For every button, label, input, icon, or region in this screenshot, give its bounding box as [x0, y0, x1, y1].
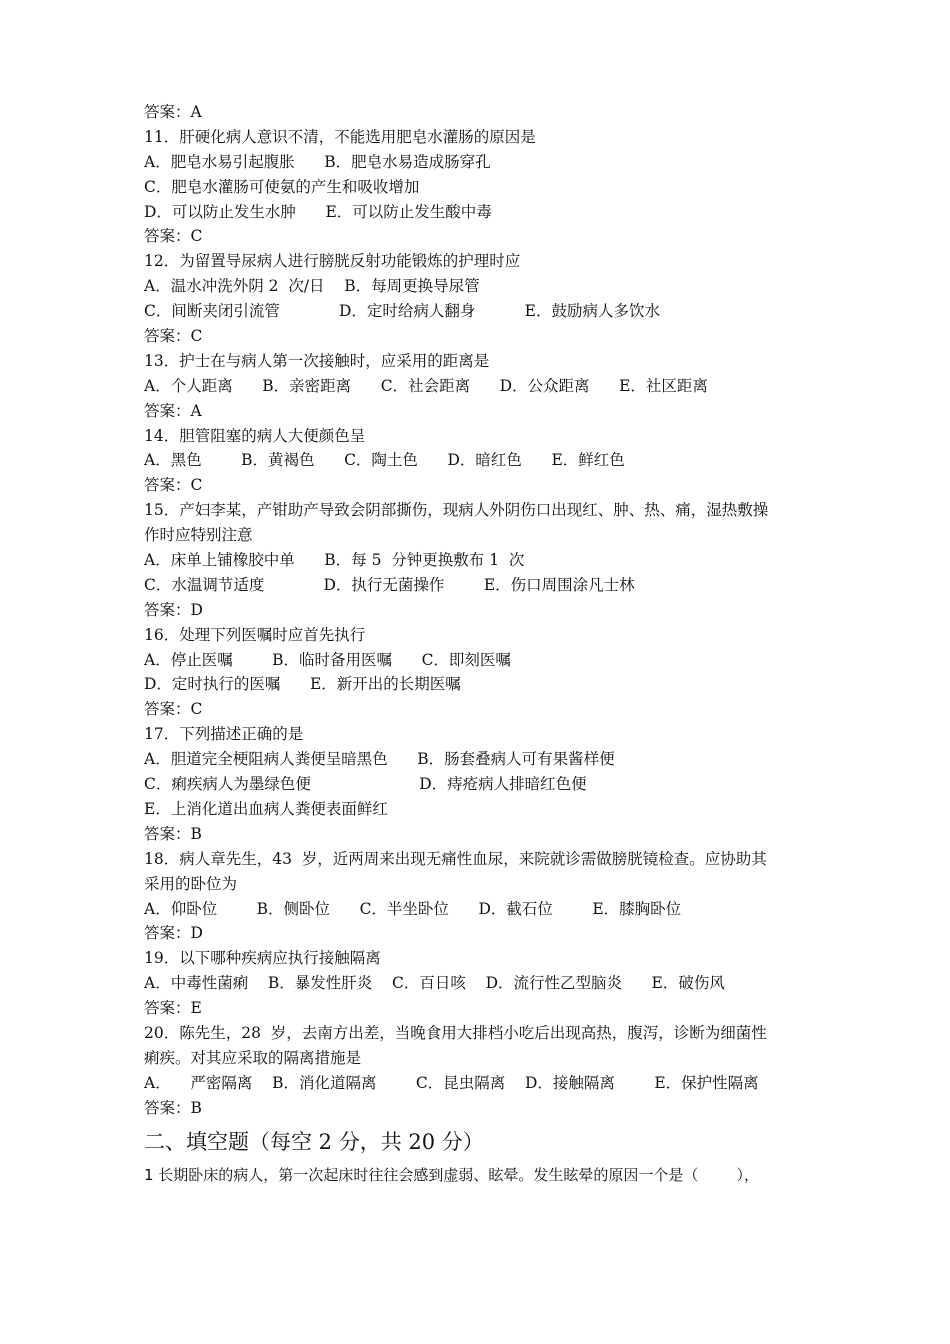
- text-line: 11．肝硬化病人意识不清，不能选用肥皂水灌肠的原因是: [144, 127, 536, 146]
- text-line: C．间断夹闭引流管 D．定时给病人翻身 E．鼓励病人多饮水: [144, 302, 660, 321]
- text-line: 14．胆管阻塞的病人大便颜色呈: [144, 426, 366, 445]
- answer-line: 答案：B: [144, 1098, 202, 1117]
- text-line: 13．护士在与病人第一次接触时，应采用的距离是: [144, 351, 490, 370]
- answer-line: 答案：C: [144, 476, 203, 495]
- text-line: A．黑色 B．黄褐色 C．陶土色 D．暗红色 E．鲜红色: [144, 451, 625, 470]
- text-line: 15．产妇李某，产钳助产导致会阴部撕伤，现病人外阴伤口出现红、肿、热、痛，湿热敷操: [144, 501, 769, 520]
- document-page: [144, 100, 814, 1187]
- answer-line: 答案：B: [144, 824, 202, 843]
- text-line: 20．陈先生，28 岁，去南方出差，当晚食用大排档小吃后出现高热，腹泻，诊断为细菌性: [144, 1023, 767, 1042]
- text-line: A．床单上铺橡胶中单 B．每 5 分钟更换敷布 1 次: [144, 551, 525, 570]
- text-line: 18．病人章先生，43 岁，近两周来出现无痛性血尿，来院就诊需做膀胱镜检查。应协助其: [144, 849, 767, 868]
- answer-line: 答案：D: [144, 600, 203, 619]
- text-line: 12．为留置导尿病人进行膀胱反射功能锻炼的护理时应: [144, 252, 521, 271]
- text-line: A．仰卧位 B．侧卧位 C．半坐卧位 D．截石位 E．膝胸卧位: [144, 899, 682, 918]
- text-line: D．定时执行的医嘱 E．新开出的长期医嘱: [144, 675, 461, 694]
- text-line: 采用的卧位为: [144, 874, 238, 893]
- text-line: 作时应特别注意: [144, 526, 253, 545]
- text-line: C．痢疾病人为墨绿色便 D．痔疮病人排暗红色便: [144, 775, 587, 794]
- answer-line: 答案：D: [144, 924, 203, 943]
- question-list: [144, 100, 814, 1121]
- section-heading: 二、填空题（每空 2 分，共 20 分）: [144, 1129, 484, 1154]
- answer-line: 答案：C: [144, 227, 203, 246]
- answer-line: 答案：C: [144, 700, 203, 719]
- text-line: A． 严密隔离 B．消化道隔离 C．昆虫隔离 D．接触隔离 E．保护性隔离: [144, 1073, 759, 1092]
- text-line: D．可以防止发生水肿 E．可以防止发生酸中毒: [144, 202, 492, 221]
- text-line: C．肥皂水灌肠可使氨的产生和吸收增加: [144, 177, 420, 196]
- text-line: E．上消化道出血病人粪便表面鲜红: [144, 799, 388, 818]
- text-line: A．中毒性菌痢 B．暴发性肝炎 C．百日咳 D．流行性乙型脑炎 E．破伤风: [144, 974, 725, 993]
- answer-line: 答案：A: [144, 103, 202, 121]
- text-line: A．肥皂水易引起腹胀 B．肥皂水易造成肠穿孔: [144, 152, 491, 171]
- text-line: A．胆道完全梗阻病人粪便呈暗黑色 B．肠套叠病人可有果酱样便: [144, 750, 615, 769]
- answer-line: 答案：E: [144, 999, 202, 1018]
- text-line: A．温水冲洗外阴 2 次/日 B．每周更换导尿管: [144, 277, 480, 296]
- text-line: 17．下列描述正确的是: [144, 725, 304, 744]
- text-line: 16．处理下列医嘱时应首先执行: [144, 625, 366, 644]
- answer-line: 答案：A: [144, 401, 202, 420]
- text-line: 痢疾。对其应采取的隔离措施是: [144, 1048, 362, 1067]
- text-line: A．停止医嘱 B．临时备用医嘱 C．即刻医嘱: [144, 650, 511, 669]
- text-line: A．个人距离 B．亲密距离 C．社会距离 D．公众距离 E．社区距离: [144, 376, 708, 395]
- fill-question-1: 1 长期卧床的病人，第一次起床时往往会感到虚弱、眩晕。发生眩晕的原因一个是（ ），: [144, 1165, 759, 1184]
- text-line: 19．以下哪种疾病应执行接触隔离: [144, 949, 381, 968]
- answer-line: 答案：C: [144, 327, 203, 346]
- text-line: C．水温调节适度 D．执行无菌操作 E．伤口周围涂凡士林: [144, 575, 635, 594]
